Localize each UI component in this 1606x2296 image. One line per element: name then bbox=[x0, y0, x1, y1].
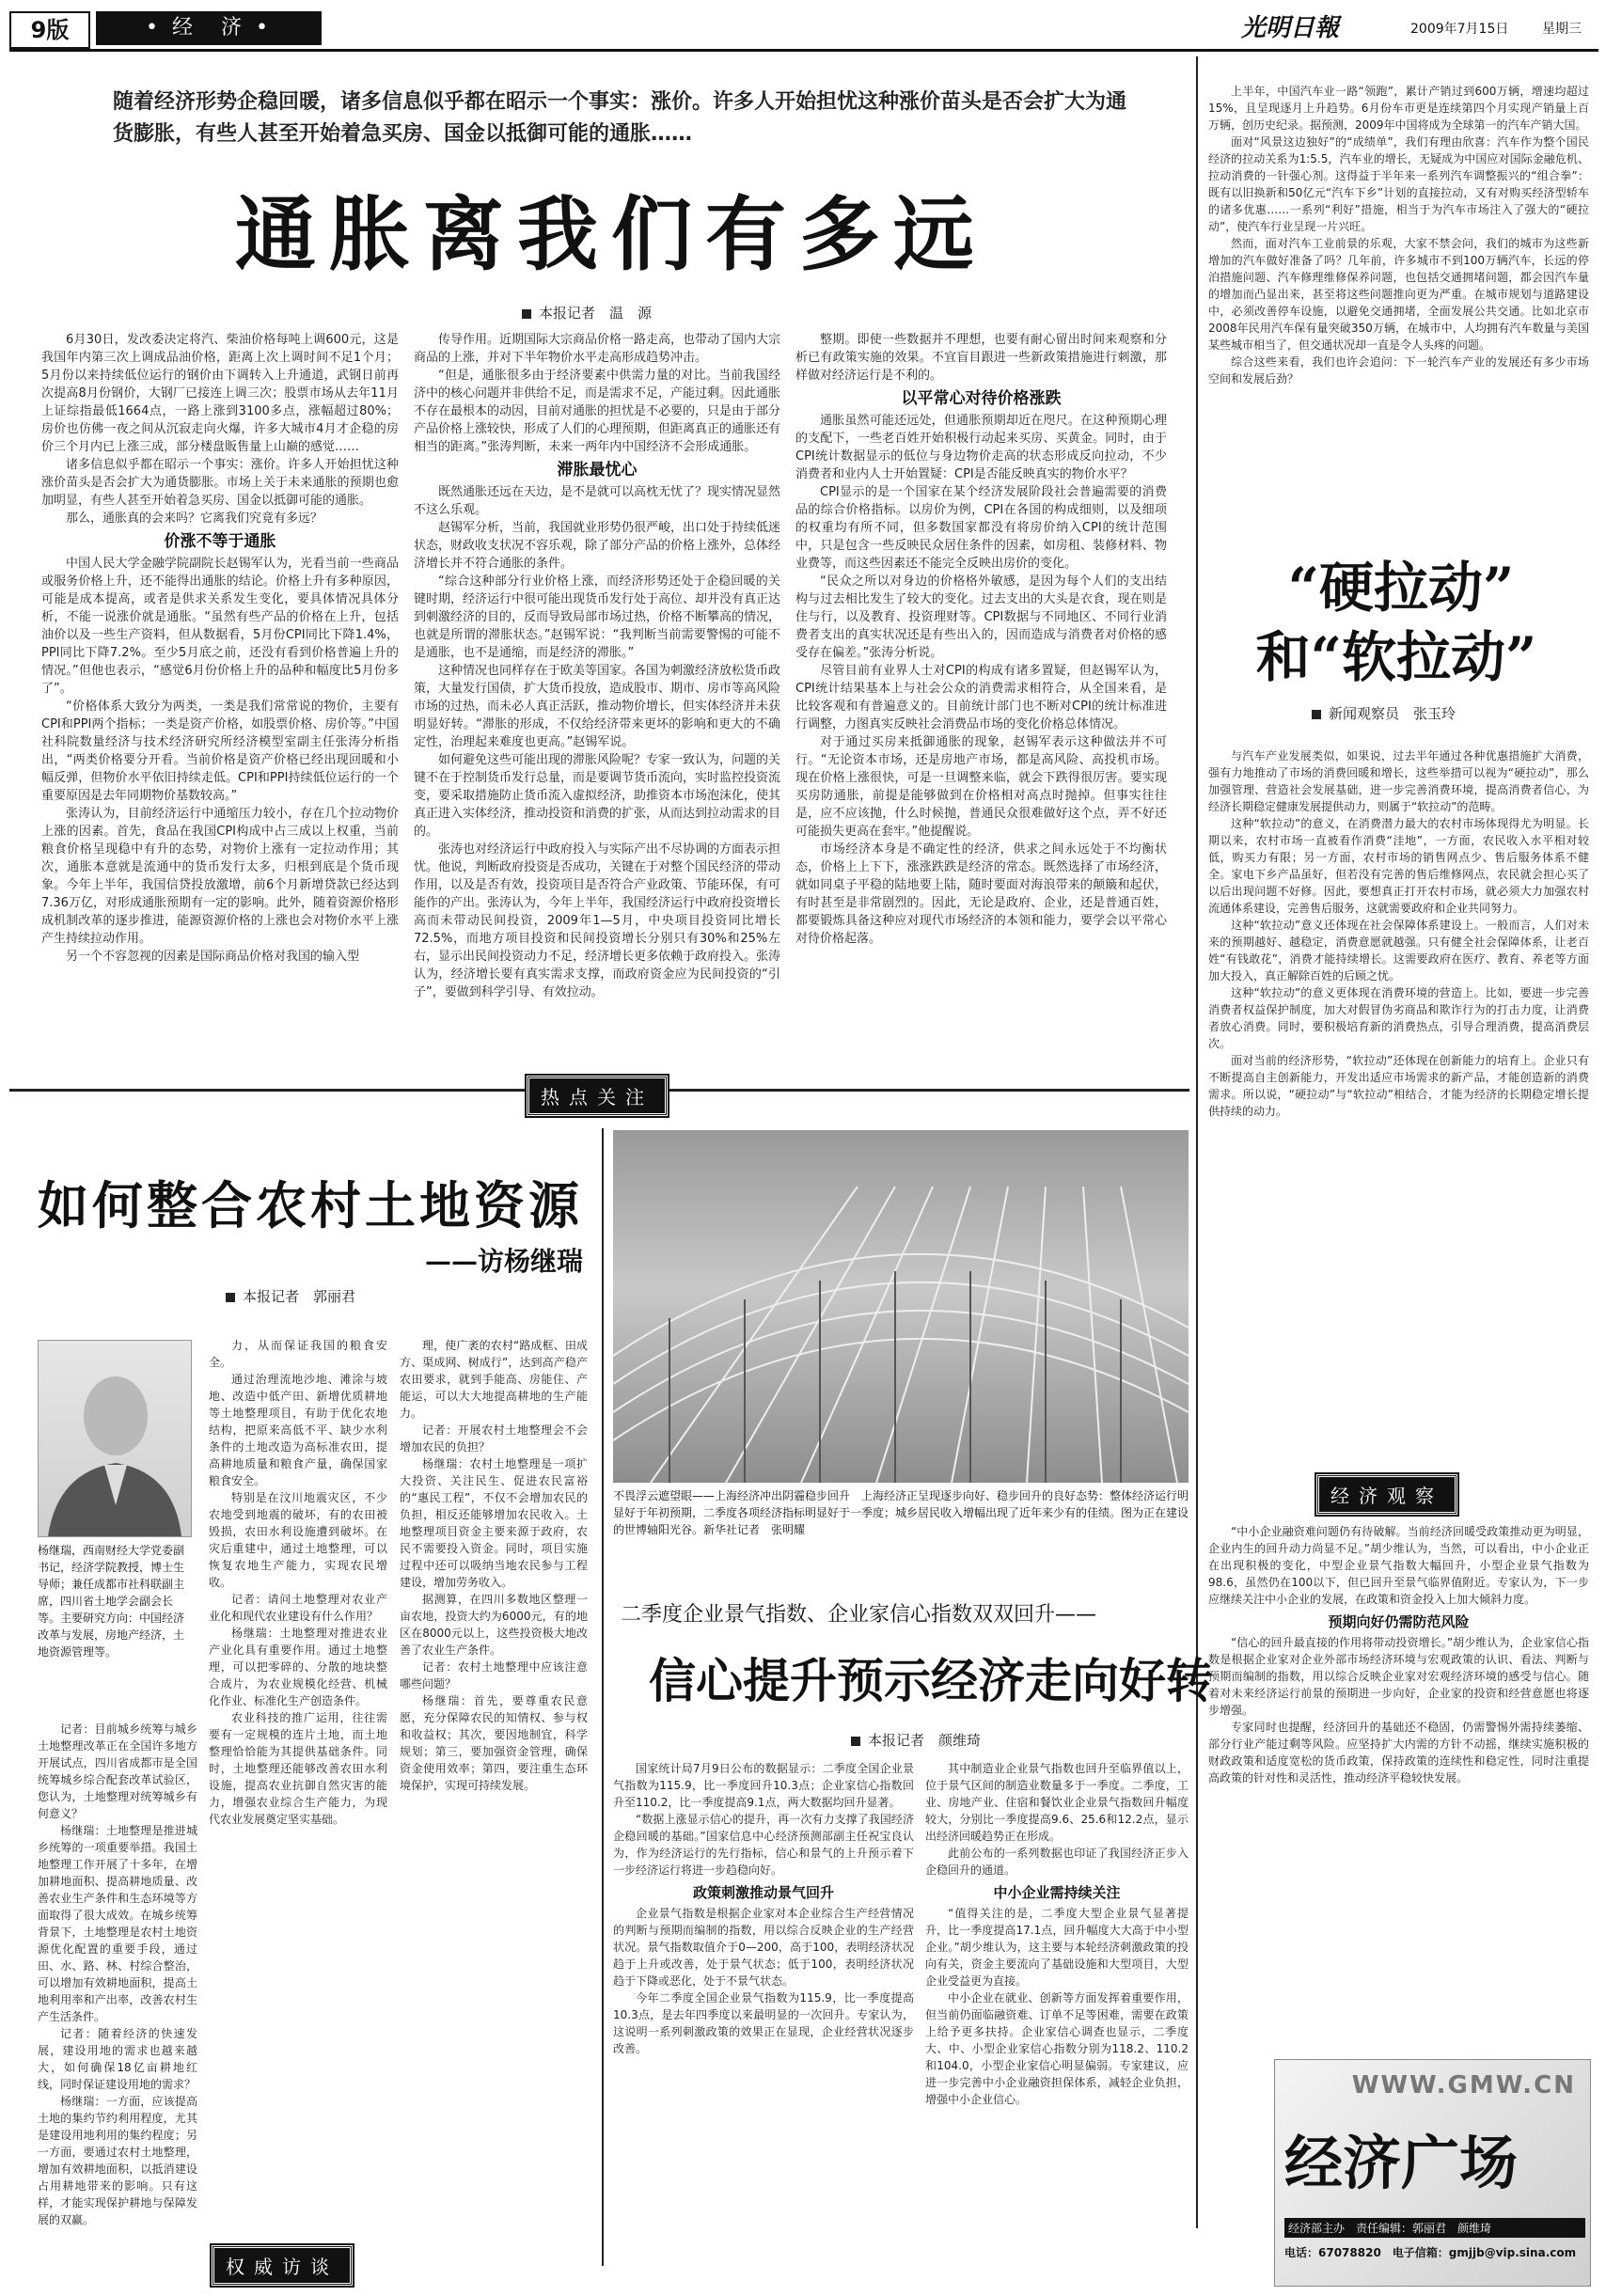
tag-econ-watch: 经济观察 bbox=[1316, 1474, 1457, 1515]
paragraph: 与汽车产业发展类似，如果说，过去半年通过各种优惠措施扩大消费，强有力地推动了市场的消费回暖和增长，这些举措可以视为“硬拉动”，那么加强管理、营造社会发展基础，进一步完善消费环境，提高消费者信心，为经济长期稳定健康发展提供动力，则属于“软拉动”的范畴。 bbox=[1208, 749, 1589, 813]
paragraph: 此前公布的一系列数据也印证了我国经济正步入企稳回升的通道。 bbox=[925, 1847, 1189, 1877]
page-number: 9版 bbox=[9, 11, 90, 49]
subheading: 政策刺激推动景气回升 bbox=[692, 1884, 834, 1901]
paragraph: 企业景气指数是根据企业家对本企业综合生产经营情况的判断与预期而编制的指数，用以综合反映企业的生产经营状况。景气指数取值介于0—200，高于100，表明经济状况趋于上升或改善，处于景气状态；低于100，表明经济状况趋于下降或恶化，处于不景气状态。 bbox=[613, 1907, 914, 1988]
site-watermark: WWW.GMW.CN bbox=[1351, 2071, 1576, 2099]
portrait-caption: 杨继瑞，西南财经大学党委副书记，经济学院教授，博士生导师；兼任成都市社科联副主席，四川省土地学会副会长等。主要研究方向：中国经济改革与发展，房地产经济，土地资源管理等。 bbox=[38, 1544, 185, 1659]
paragraph: 今年二季度全国企业景气指数为115.9，比一季度提高10.3点，是去年四季度以来最明显的一次回升。专家认为，这说明一系列刺激政策的效果正在显现，企业经营状况逐步改善。 bbox=[613, 1991, 914, 2055]
paragraph: 理，使广袤的农村“路成框、田成方、渠成网、树成行”，达到高产稳产农田要求，就到手能高、房能住、产能运，可以大大地提高耕地的生产能力。 bbox=[400, 1339, 588, 1420]
paragraph: 这种“软拉动”意义还体现在社会保障体系建设上。一般而言，人们对未来的预期越好、越稳定，消费意愿就越强。只有健全社会保障体系，让老百姓“有钱敢花”，消费才能持续增长。这需要政府在医疗、教育、养老等方面加大投入，真正解除百姓的后顾之忧。 bbox=[1208, 919, 1589, 983]
paragraph: 杨继瑞：土地整理对推进农业产业化具有重要作用。通过土地整理，可以把零碎的、分散的地块整合成片，为农业规模化经营、机械化作业、标准化生产创造条件。 bbox=[209, 1627, 387, 1707]
paragraph: 既然通胀还远在天边，是不是就可以高枕无忧了？现实情况显然不这么乐观。 bbox=[414, 485, 780, 517]
lead-byline-text: 本报记者 温 源 bbox=[539, 305, 653, 322]
paragraph: 力，从而保证我国的粮食安全。 bbox=[209, 1339, 387, 1369]
paragraph: 张涛认为，目前经济运行中通缩压力较小，存在几个拉动物价上涨的因素。首先，食品在我国CPI构成中占三成以上权重，当前粮食价格呈现稳中有升的态势，对物价上涨有一定拉动作用；其次，通胀本意就是流通中的货币发行太多，归根到底是个货币现象。今年上半年，我国信贷投放激增，前6个月新增贷款已经达到7.36万亿，对形成通胀预期有一定的影响。此外，随着资源价格形成机制改革的逐步推进，能源资源价格的上涨也会对物价水平上涨产生持续拉动作用。 bbox=[41, 807, 399, 946]
conf-byline bbox=[851, 1730, 1095, 1750]
paragraph: 面对当前的经济形势，“软拉动”还体现在创新能力的培育上。企业只有不断提高自主创新能力，开发出适应市场需求的新产品，才能创造新的消费需求。所以说，“硬拉动”与“软拉动”相结合，才能为经济的长期稳定增长提供持续的动力。 bbox=[1208, 1054, 1589, 1118]
paragraph: 农业科技的推广运用，往往需要有一定规模的连片土地，而土地整理恰恰能为其提供基础条件。同时，土地整理还能够改善农田水利设施，提高农业抗御自然灾害的能力，增强农业综合生产能力，为现代农业发展奠定坚实基础。 bbox=[209, 1711, 387, 1826]
paragraph: 记者：农村土地整理中应该注意哪些问题？ bbox=[400, 1660, 588, 1691]
paragraph: 那么，通胀真的会来吗？它离我们究竟有多远？ bbox=[66, 511, 323, 526]
paragraph: 中小企业在就业、创新等方面发挥着重要作用，但当前仍面临融资难、订单不足等困难，需要在政策上给予更多扶持。企业家信心调查也显示，二季度大、中、小型企业家信心指数分别为118.2、110.2和104.0，小型企业家信心明显偏弱。专家建议，应进一步完善中小企业融资担保体系，减轻企业负担，增强中小企业信心。 bbox=[925, 1991, 1189, 2106]
paragraph: 杨继瑞：土地整理是推进城乡统筹的一项重要举措。我国土地整理工作开展了十多年，在增加耕地面积、提高耕地质量、改善农业生产条件和生态环境等方面取得了很大成效。在城乡统筹背景下，土地整理是农村土地资源优化配置的重要手段，通过田、水、路、林、村综合整治，可以增加有效耕地面积，提高土地利用率和产出率，改善农村生产生活条件。 bbox=[38, 1824, 197, 2023]
lead-intro: 随着经济形势企稳回暖，诸多信息似乎都在昭示一个事实：涨价。许多人开始担忧这种涨价苗头是否会扩大为通货膨胀，有些人甚至开始着急买房、国金以抵御可能的通胀…… bbox=[113, 90, 1127, 146]
paragraph: 据测算，在四川多数地区整理一亩农地，投资大约为6000元，有的地区在8000元以上，这些投资极大地改善了农业生产条件。 bbox=[400, 1593, 588, 1657]
paragraph: 整期。即使一些数据并不理想，也要有耐心留出时间来观察和分析已有政策实施的效果。不宜盲目跟进一些新政策措施进行刺激，那样做对经济运行是不利的。 bbox=[795, 333, 1167, 383]
issue-weekday: 星期三 bbox=[1542, 22, 1582, 37]
paragraph: “综合这种部分行业价格上涨，而经济形势还处于企稳回暖的关键时期，经济运行中很可能出现货币发行处于高位、却并没有真正达到刺激经济的目的，反而导致局部市场过热，价格不断攀高的情况，也就是所谓的滞胀状态。”赵锡军说：“我判断当前需要警惕的可能不是通胀，也不是通缩，而是经济的滞胀。” bbox=[414, 574, 780, 660]
paragraph: “价格体系大致分为两类，一类是我们常常说的物价，主要有CPI和PPI两个指标；一类是资产价格，如股票价格、房价等。”中国社科院数量经济与技术经济研究所经济模型室副主任张涛分析指出，“两类价格要分开看。当前价格是资产价格已经出现回暖和小幅反弹，但物价水平依旧持续走低。CPI和PPI持续低位运行的一个重要原因是去年同期物价基数较高。” bbox=[41, 700, 399, 803]
paragraph: 其中制造业企业景气指数也回升至临界值以上，位于景气区间的制造业数量多于一季度。二季度，工业、房地产业、住宿和餐饮业企业景气指数回升幅度较大，分别比一季度提高9.6、25.6和12.2点，显示出经济回暖趋势正在形成。 bbox=[925, 1762, 1189, 1843]
paragraph: 记者：开展农村土地整理会不会增加农民的负担？ bbox=[400, 1423, 588, 1454]
conf-byline-text: 本报记者 颜维琦 bbox=[868, 1732, 982, 1749]
portrait-photo bbox=[38, 1340, 192, 1537]
paragraph: 通过治理流地沙地、滩涂与坡地、改造中低产田、新增优质耕地等土地整理项目，有助于优化农地结构，把原来高低不平、缺少水利条件的土地改造为高标准农田，提高耕地质量和粮食产量，确保国家粮食安全。 bbox=[209, 1373, 387, 1487]
byline-marker-icon bbox=[851, 1737, 860, 1746]
conf-col-3 bbox=[1208, 1523, 1589, 2050]
conf-col-2 bbox=[925, 1760, 1189, 2249]
masthead: 光明日報 bbox=[1241, 14, 1340, 42]
paragraph: “数据上涨显示信心的提升，再一次有力支撑了我国经济企稳回暖的基础。”国家信息中心经济预测部副主任祝宝良认为，作为经济运行的先行指标，信心和景气的上升预示着下一步经济运行将进一步趋稳向好。 bbox=[613, 1813, 914, 1877]
paragraph: 张涛也对经济运行中政府投入与实际产出不尽协调的方面表示担忧。他说，判断政府投资是否成功，关键在于对整个国民经济的带动作用，以及是否有效，投资项目是否符合产业政策、节能环保，有可能作的产出。张涛认为，今年上半年，我国经济运行中政府投资增长高而未带动民间投资，2009年1—5月，中央项目投资同比增长72.5%，而地方项目投资和民间投资增长分别只有30%和25%左右，显示出民间投资动力不足，经济增长更多依赖于政府投入。张涛认为，经济增长要有真实需求支撑，而政府资金应为民间投资的“引子”，要做到科学引导、有效拉动。 bbox=[414, 842, 780, 999]
divider bbox=[1196, 56, 1198, 2228]
subheading: 预期向好仍需防范风险 bbox=[1328, 1613, 1470, 1630]
paragraph: 面对“风景这边独好”的“成绩单”，我们有理由欣喜：汽车作为整个国民经济的拉动关系为1:5.5，汽车业的增长，无疑成为中国应对国际金融危机、拉动消费的一针强心剂。这得益于半年来一系列汽车调整振兴的“组合拳”：既有以旧换新和50亿元“汽车下乡”计划的直接拉动，又有对购买经济型轿车的诸多优惠……一系列“利好”措施，相当于为汽车市场注入了强大的“硬拉动”，使汽车行业呈现一片兴旺。 bbox=[1208, 135, 1589, 233]
paragraph: 这种情况也同样存在于欧美等国家。各国为刺激经济放松货币政策，大量发行国债，扩大货币投放，造成股市、期市、房市等高风险市场的过热，而未必人真正活跃，推动物价增长，但实体经济并未获明显好转。“滞胀的形成，不仅给经济带来更坏的影响和更大的不确定性，治理起来难度也更高。”赵锡军说。 bbox=[414, 664, 780, 749]
interview-headline: 如何整合农村土地资源 bbox=[38, 1175, 583, 1235]
section-label: • 经 济 • bbox=[96, 11, 322, 45]
editors-line: 经济部主办 责任编辑：郭丽君 颜维琦 bbox=[1284, 2218, 1585, 2238]
right-byline-text: 新闻观察员 张玉玲 bbox=[1329, 705, 1456, 722]
paragraph: 杨继瑞：一方面，应该提高土地的集约节约利用程度，尤其是建设用地利用的集约程度；另一方面，要通过农村土地整理，增加有效耕地面积，以抵消建设占用耕地带来的影响。只有这样，才能实现保护耕地与保障发展的双赢。 bbox=[38, 2095, 197, 2226]
photo-caption: 不畏浮云遮望眼——上海经济冲出阴霾稳步回升 上海经济正呈现逐步向好、稳步回升的良好态势：整体经济运行明显好于年初预期，二季度各项经济指标明显好于一季度；城乡居民收入增幅出现了近年来少有的佳绩。图为正在建设的世博轴阳光谷。新华社记者 张明耀 bbox=[613, 1489, 1189, 1536]
right-mid-text bbox=[1208, 747, 1589, 1462]
byline-marker-icon bbox=[226, 1293, 235, 1302]
lead-col-1 bbox=[41, 331, 399, 1093]
paragraph: 传导作用。近期国际大宗商品价格一路走高，也带动了国内大宗商品的上涨，并对下半年物价水平走高形成趋势冲击。 bbox=[414, 333, 780, 365]
paragraph: 国家统计局7月9日公布的数据显示：二季度全国企业景气指数为115.9，比一季度回升10.3点；企业家信心指数回升至110.2，比一季度提高9.1点，两大数据均回升显著。 bbox=[613, 1762, 914, 1809]
paragraph: 杨继瑞：农村土地整理是一项扩大投资、关注民生、促进农民富裕的“惠民工程”，不仅不会增加农民的负担，相反还能够增加农民收入。土地整理项目资金主要来源于政府，农民不需要投入资金。同时，项目实施过程中还可以吸纳当地农民参与工程建设，增加劳务收入。 bbox=[400, 1457, 588, 1589]
right-headline-1: “硬拉动” bbox=[1287, 556, 1515, 620]
paragraph: 记者：目前城乡统筹与城乡土地整理改革正在全国许多地方开展试点，四川省成都市是全国统筹城乡综合配套改革试验区，您认为，土地整理对统筹城乡有何意义？ bbox=[38, 1722, 197, 1820]
interview-col-right bbox=[400, 1337, 588, 2230]
lead-col-3 bbox=[795, 331, 1167, 1093]
paragraph: “信心的回升最直接的作用将带动投资增长。”胡少维认为，企业家信心指数是根据企业家对企业外部市场经济环境与宏观政策的认识、看法、判断与预期而编制的指数，用以综合反映企业家对宏观经济环境的感受与信心。随着对未来经济运行前景的预期进一步向好，企业家的投资和经营意愿也将逐步增强。 bbox=[1208, 1636, 1589, 1717]
paragraph: 诸多信息似乎都在昭示一个事实：涨价。许多人开始担忧这种涨价苗头是否会扩大为通货膨胀。市场上关于未来通胀的预期也愈加明显，有些人甚至开始着急买房、国金以抵御可能的通胀。 bbox=[41, 458, 399, 508]
tag-authority: 权威访谈 bbox=[212, 2245, 353, 2286]
interview-byline-text: 本报记者 郭丽君 bbox=[243, 1288, 356, 1305]
paragraph: 尽管目前有业界人士对CPI的构成有诸多置疑，但赵锡军认为，CPI统计结果基本上与社会公众的消费需求相符合，从全国来看，是比较客观和有普遍意义的。目前统计部门也不断对CPI的统计标准进行调整，力图真实反映社会消费品市场的变化价格总体情况。 bbox=[795, 664, 1167, 731]
paragraph: 如何避免这些可能出现的滞胀风险呢？专家一致认为，问题的关键不在于控制货币发行总量，而是要调节货币流向，实时监控投资流变，要采取措施防止货币流入虚拟经济，助推资本市场泡沫化，使其真正进入实体经济，推动投资和消费的扩张，从而达到拉动需求的目的。 bbox=[414, 753, 780, 839]
right-top-text bbox=[1208, 83, 1589, 525]
right-byline bbox=[1312, 703, 1566, 723]
paragraph: 通胀虽然可能还远处，但通胀预期却近在咫尺。在这种预期心理的支配下，一些老百姓开始积极行动起来买房、买黄金。同时，由于CPI统计数据显示的低位与身边物价走高的状态形成反向拉动，不少消费者和业内人士开始置疑：CPI是否能反映真实的物价水平？ bbox=[795, 414, 1167, 481]
byline-marker-icon bbox=[522, 309, 531, 319]
paragraph: 这种“软拉动”的意义，在消费潜力最大的农村市场体现得尤为明显。长期以来，农村市场一直被看作消费“洼地”，一方面，农民收入水平相对较低，购买力有限；另一方面，农村市场的销售网点少、售后服务体系不健全。家电下乡产品虽好，但若没有完善的售后维修网点，农民就会担心买了以后出现问题不好修。因此，要想真正打开农村市场，就必须大力加强农村流通体系建设，完善售后服务，这就需要政府和企业共同努力。 bbox=[1208, 817, 1589, 915]
right-headline-2: 和“软拉动” bbox=[1255, 625, 1537, 689]
photo-structure-icon bbox=[613, 1130, 1189, 1483]
subheading: 以平常心对待价格涨跌 bbox=[901, 389, 1062, 408]
conf-kicker: 二季度企业景气指数、企业家信心指数双双回升—— bbox=[621, 1603, 1097, 1627]
issue-date: 2009年7月15日 bbox=[1410, 22, 1509, 37]
paragraph: CPI显示的是一个国家在某个经济发展阶段社会普遍需要的消费品的综合价格指标。以房价为例，CPI在各国的构成细则，以及细项的权重均有所不同，但多数国家都没有将房价纳入CPI的统计范围中，只是包含一些反映民众居住条件的因素，如房租、装修材料、物业费等，而这些因素还不能完全反映出房价的变化。 bbox=[795, 485, 1167, 571]
paragraph: 特别是在汶川地震灾区，不少农地受到地震的破坏，有的农田被毁损，农田水利设施遭到破坏。在灾后重建中，通过土地整理，可以恢复农地生产能力，实现农民增收。 bbox=[209, 1491, 387, 1589]
contact-line: 电话：67078820 电子信箱：gmjjb@vip.sina.com bbox=[1284, 2246, 1577, 2259]
portrait-figure-icon bbox=[39, 1341, 191, 1536]
brand-block bbox=[1274, 2059, 1591, 2287]
paragraph: 上半年，中国汽车业一路“领跑”，累计产销过到600万辆，增速均超过15%，且呈现逐月上升趋势。6月份车市更是连续第四个月实现产销量上百万辆，创历史纪录。据预测，2009年中国将成为全球第一的汽车产销大国。 bbox=[1208, 85, 1589, 132]
paragraph: 专家同时也提醒，经济回升的基础还不稳固，仍需警惕外需持续萎缩、部分行业产能过剩等风险。应坚持扩大内需的方针不动摇，继续实施积极的财政政策和适度宽松的货币政策，保持政策的连续性和稳定性，同时注重提高政策的针对性和灵活性，推动经济平稳较快发展。 bbox=[1208, 1721, 1589, 1785]
paragraph: “但是，通胀很多由于经济要素中供需力量的对比。当前我国经济中的核心问题并非供给不足，而是需求不足，产能过剩。因此通胀不存在最根本的动因，目前对通胀的担忧是不必要的，只是由于部分产品价格上涨较快，形成了人们的心理预期，但距离真正的通胀还有相当的距离。”张涛判断，未来一两年内中国经济不会形成通胀。 bbox=[414, 369, 780, 454]
paragraph: “民众之所以对身边的价格格外敏感，是因为每个人们的支出结构与过去相比发生了较大的变化。过去支出的大头是衣食，现在则是住与行，以及教育、投资理财等。CPI数据与不同地区、不同行业消费者支出的真实状况还是有些出入的，因而造成与消费者对价格的感受存在偏差。”张涛分析说。 bbox=[795, 574, 1167, 660]
paragraph: 杨继瑞：首先，要尊重农民意愿，充分保障农民的知情权、参与权和收益权；其次，要因地制宜，科学规划；第三，要加强资金管理，确保资金使用效率；第四，要注重生态环境保护，实现可持续发展。 bbox=[400, 1694, 588, 1792]
conf-headline: 信心提升预示经济走向好转 bbox=[649, 1653, 1213, 1708]
paragraph: “中小企业融资难问题仍有待破解。当前经济回暖受政策推动更为明显，企业内生的回升动力尚显不足。”胡少维认为，当然，可以看出，中小企业正在出现积极的变化，中型企业景气指数大幅回升，小型企业景气指数为98.6，虽然仍在100以下，但已回升至景气临界值附近。专家认为，下一步应继续关注中小企业的发展，在政策和资金投入上加大倾斜力度。 bbox=[1208, 1525, 1589, 1606]
news-photo bbox=[613, 1130, 1189, 1483]
subheading: 价涨不等于通胀 bbox=[164, 532, 276, 551]
interview-subtitle: ——访杨继瑞 bbox=[424, 1246, 583, 1277]
interview-col-mid bbox=[209, 1337, 387, 2230]
paragraph: 记者：请问土地整理对农业产业化和现代农业建设有什么作用？ bbox=[209, 1593, 387, 1623]
subheading: 中小企业需持续关注 bbox=[993, 1884, 1121, 1901]
paragraph: 另一个不容忽视的因素是国际商品价格对我国的输入型 bbox=[66, 950, 360, 964]
paragraph: 赵锡军分析，当前，我国就业形势仍很严峻，出口处于持续低迷状态，财政收支状况不容乐观，除了部分产品的价格上涨外，总体经济增长并不符合通胀的条件。 bbox=[414, 521, 780, 571]
paragraph: 综合这些来看，我们也许会追问：下一轮汽车产业的发展还有多少市场空间和发展后劲？ bbox=[1208, 355, 1589, 385]
lead-byline bbox=[522, 303, 804, 322]
paragraph: 市场经济本身是不确定性的经济，供求之间永远处于不均衡状态，价格上上下下，涨涨跌跌是经济的常态。既然选择了市场经济，就如同桌子平稳的陆地要上陆，随时要面对海浪带来的颠簸和起伏，有时甚至是非常剧烈的。因此，无论是政府、企业，还是普通百姓，都要锻炼具备这种应对现代市场经济的本领和能力，要学会以平常心对待价格起落。 bbox=[795, 842, 1167, 946]
lead-col-2 bbox=[414, 331, 780, 1093]
paragraph: 6月30日，发改委决定将汽、柴油价格每吨上调600元，这是我国年内第三次上调成品油价格，距离上次上调时间不足1个月；5月份以来持续低位运行的钢价由下调转入上升通道，武钢日前再次提高8月份钢价，大钢厂已接连上调三次；股票市场从去年11月上证综指最低1664点，一路上涨到3100多点，涨幅超过80%；房价也仿佛一夜之间从沉寂走向火爆，许多大城市4月才企稳的房价三个月内已上涨三成，部分楼盘販售量上山巅的感觉…… bbox=[41, 333, 399, 454]
page-header bbox=[9, 9, 1598, 52]
conf-col-1 bbox=[613, 1760, 914, 2249]
paragraph: 记者：随着经济的快速发展，建设用地的需求也越来越大，如何确保18亿亩耕地红线，同时保证建设用地的需求？ bbox=[38, 2027, 197, 2091]
byline-marker-icon bbox=[1312, 710, 1321, 719]
interview-byline bbox=[226, 1286, 461, 1306]
lead-headline: 通胀离我们有多远 bbox=[235, 187, 987, 282]
subheading: 滞胀最忧心 bbox=[557, 461, 638, 480]
paragraph: 这种“软拉动”的意义更体现在消费环境的营造上。比如，要进一步完善消费者权益保护制度，加大对假冒伪劣商品和欺诈行为的打击力度，让消费者放心消费。同时，要积极培育新的消费热点，引导合理消费，提高消费层次。 bbox=[1208, 986, 1589, 1050]
paragraph: 对于通过买房来抵御通胀的现象，赵锡军表示这种做法并不可行。“无论资本市场，还是房地产市场，都是高风险、高投机市场。现在价格上涨很快，可是一旦调整来临，就会下跌得很厉害。要实现买房防通胀，前提是能够做到在价格相对高点时抛掉。但事实往往是，应不应该抛，什么时候抛，普通民众很难做好这个点，弄不好还可能损失更高在套牢。”他提醒说。 bbox=[795, 735, 1167, 839]
interview-col-left bbox=[38, 1721, 197, 2228]
tag-hot-focus: 热点关注 bbox=[527, 1076, 668, 1116]
paragraph: 然而，面对汽车工业前景的乐观，大家不禁会问，我们的城市为这些新增加的汽车做好准备了吗？几年前，许多城市不到100万辆汽车，长远的停泊措施问题、汽车修理维修保养问题，也包括交通拥堵问题，都会因汽车量的增加而凸显出来，甚至将这些问题推向更为严重。在城市规划与道路建设中，必须改善停车设施，以避免交通拥堵，全面发展公共交通。比如北京市2008年民用汽车保有量突破350万辆，在城市中，人均拥有汽车数量与美国某些城市相当了，但交通状况却一直是令人头疼的问题。 bbox=[1208, 237, 1589, 352]
paragraph: “值得关注的是，二季度大型企业景气显著提升，比一季度提高17.1点，回升幅度大大高于中小型企业。”胡少维认为，这主要与本轮经济刺激政策的投向有关，资金主要流向了基础设施和大型项目，大型企业受益更为直接。 bbox=[925, 1907, 1189, 1988]
brand-title: 经济广场 bbox=[1284, 2129, 1519, 2197]
paragraph: 中国人民大学金融学院副院长赵锡军认为，光看当前一些商品或服务价格上升，还不能得出通胀的结论。价格上升有多种原因，可能是成本提高，或者是供求关系发生变化，要具体情况具体分析，不能一说涨价就是通胀。“虽然有些产品的价格在上升，包括油价以及一些生产资料，但从数据看，5月份CPI同比下降1.4%，PPI同比下降7.2%。至少5月底之前，还没有看到价格普遍上升的情况。”但他也表示，“感觉6月份价格上升的品种和幅度比5月份多了”。 bbox=[41, 557, 399, 696]
